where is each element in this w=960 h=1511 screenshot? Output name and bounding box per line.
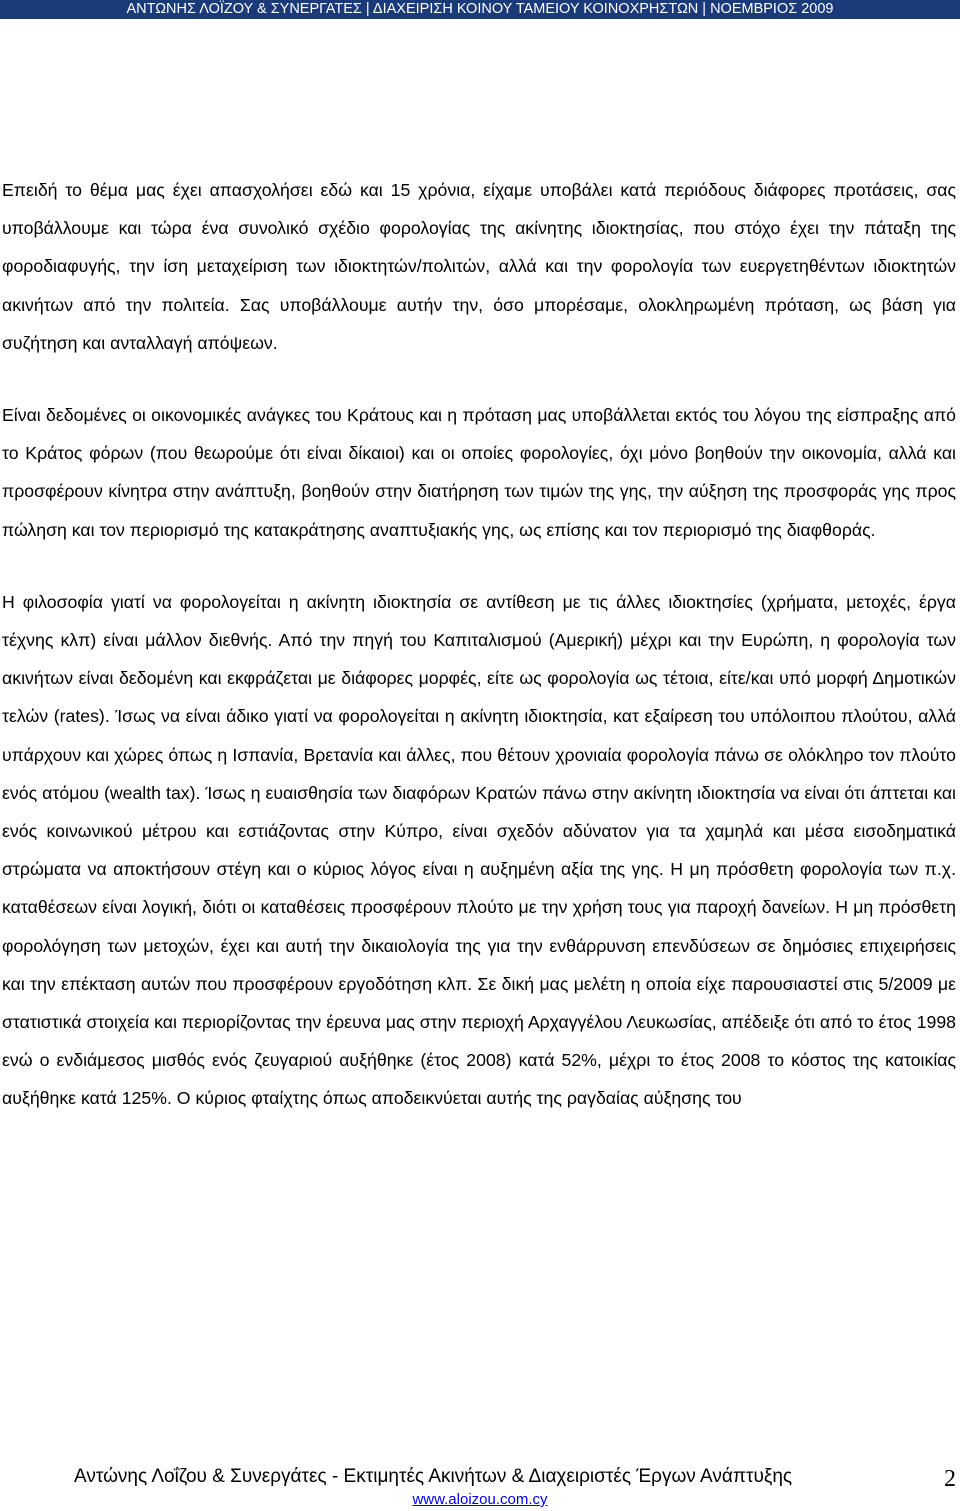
page-number: 2 [944, 1466, 956, 1492]
footer-title: Αντώνης Λοΐζου & Συνεργάτες - Εκτιμητές Ακινήτων & Διαχειριστές Έργων Ανάπτυξης [74, 1466, 793, 1487]
paragraph-intro: Επειδή το θέμα μας έχει απασχολήσει εδώ και 15 χρόνια, είχαμε υποβάλει κατά περιόδους διάφορες προτάσεις, σας υποβάλλουμε και τώρα ένα συνολικό σχέδιο φορολογίας της ακίνητης ιδιοκτησίας, που στόχο έχει την πάταξη της φοροδιαφυγής, την ίση μεταχείριση των ιδιοκτητών/πολιτών, αλλά και την φορολογία των ευεργετηθέντων ιδιοκτητών ακινήτων από την πολιτεία. Σας υποβάλλουμε αυτήν την, όσο μπορέσαμε, ολοκληρωμένη πρόταση, ως βάση για συζήτηση και ανταλλαγή απόψεων. [2, 180, 956, 353]
paragraph-economic-needs: Είναι δεδομένες οι οικονομικές ανάγκες του Κράτους και η πρόταση μας υποβάλλεται εκτός του λόγου της είσπραξης από το Κράτος φόρων (που θεωρούμε ότι είναι δίκαιοι) και οι οποίες φορολογίες, όχι μόνο βοηθούν την οικονομία, αλλά και προσφέρουν κίνητρα στην ανάπτυξη, βοηθούν στην διατήρηση των τιμών της γης, την αύξηση της προσφοράς γης προς πώληση και τον περιορισμό της κατακράτησης αναπτυξιακής γης, ως επίσης και τον περιορισμό της διαφθοράς. [2, 405, 956, 540]
running-header: ΑΝΤΩΝΗΣ ΛΟΪΖΟΥ & ΣΥΝΕΡΓΑΤΕΣ | ΔΙΑΧΕΙΡΙΣΗ ΚΟΙΝΟΥ ΤΑΜΕΙΟΥ ΚΟΙΝΟΧΡΗΣΤΩΝ | ΝΟΕΜΒΡΙΟΣ 2009 [0, 0, 960, 19]
document-body [2, 171, 956, 1118]
page-footer [0, 1462, 960, 1511]
footer-website-link[interactable]: www.aloizou.com.cy [412, 1491, 548, 1508]
paragraph-philosophy: Η φιλοσοφία γιατί να φορολογείται η ακίνητη ιδιοκτησία σε αντίθεση με τις άλλες ιδιοκτησίες (χρήματα, μετοχές, έργα τέχνης κλπ) είναι μάλλον διεθνής. Από την πηγή του Καπιταλισμού (Αμερική) μέχρι και την Ευρώπη, η φορολογία των ακινήτων είναι δεδομένη και εκφράζεται με διάφορες μορφές, είτε ως φορολογία ως τέτοια, είτε/και υπό μορφή Δημοτικών τελών (rates). Ίσως να είναι άδικο γιατί να φορολογείται η ακίνητη ιδιοκτησία, κατ εξαίρεση του υπόλοιπου πλούτου, αλλά υπάρχουν και χώρες όπως η Ισπανία, Βρετανία και άλλες, που θέτουν χρονιαία φορολογία πάνω σε ολόκληρο τον πλούτο ενός ατόμου (wealth tax). Ίσως η ευαισθησία των διαφόρων Κρατών πάνω στην ακίνητη ιδιοκτησία να είναι ότι άπτεται και ενός κοινωνικού μέτρου και εστιάζοντας στην Κύπρο, είναι σχεδόν αδύνατον για τα χαμηλά και μέσα εισοδηματικά στρώματα να αποκτήσουν στέγη και ο κύριος λόγος είναι η αυξημένη αξία της γης. Η μη πρόσθετη φορολογία των π.χ. καταθέσεων είναι λογική, διότι οι καταθέσεις προσφέρουν πλούτο με την χρήση τους για παροχή δανείων. Η μη πρόσθετη φορολόγηση των μετοχών, έχει και αυτή την δικαιολογία της για την ενθάρρυνση επενδύσεων σε δημόσιες επιχειρήσεις και την επέκταση αυτών που προσφέρουν εργοδότηση κλπ. Σε δική μας μελέτη η οποία είχε παρουσιαστεί στις 5/2009 με στατιστικά στοιχεία και περιορίζοντας την έρευνα μας στην περιοχή Αρχαγγέλου Λευκωσίας, απέδειξε ότι από το έτος 1998 ενώ ο ενδιάμεσος μισθός ενός ζευγαριού αυξήθηκε (έτος 2008) κατά 52%, μέχρι το έτος 2008 το κόστος της κατοικίας αυξήθηκε κατά 125%. Ο κύριος φταίχτης όπως αποδεικνύεται αυτής της ραγδαίας αύξησης του [2, 591, 956, 1109]
